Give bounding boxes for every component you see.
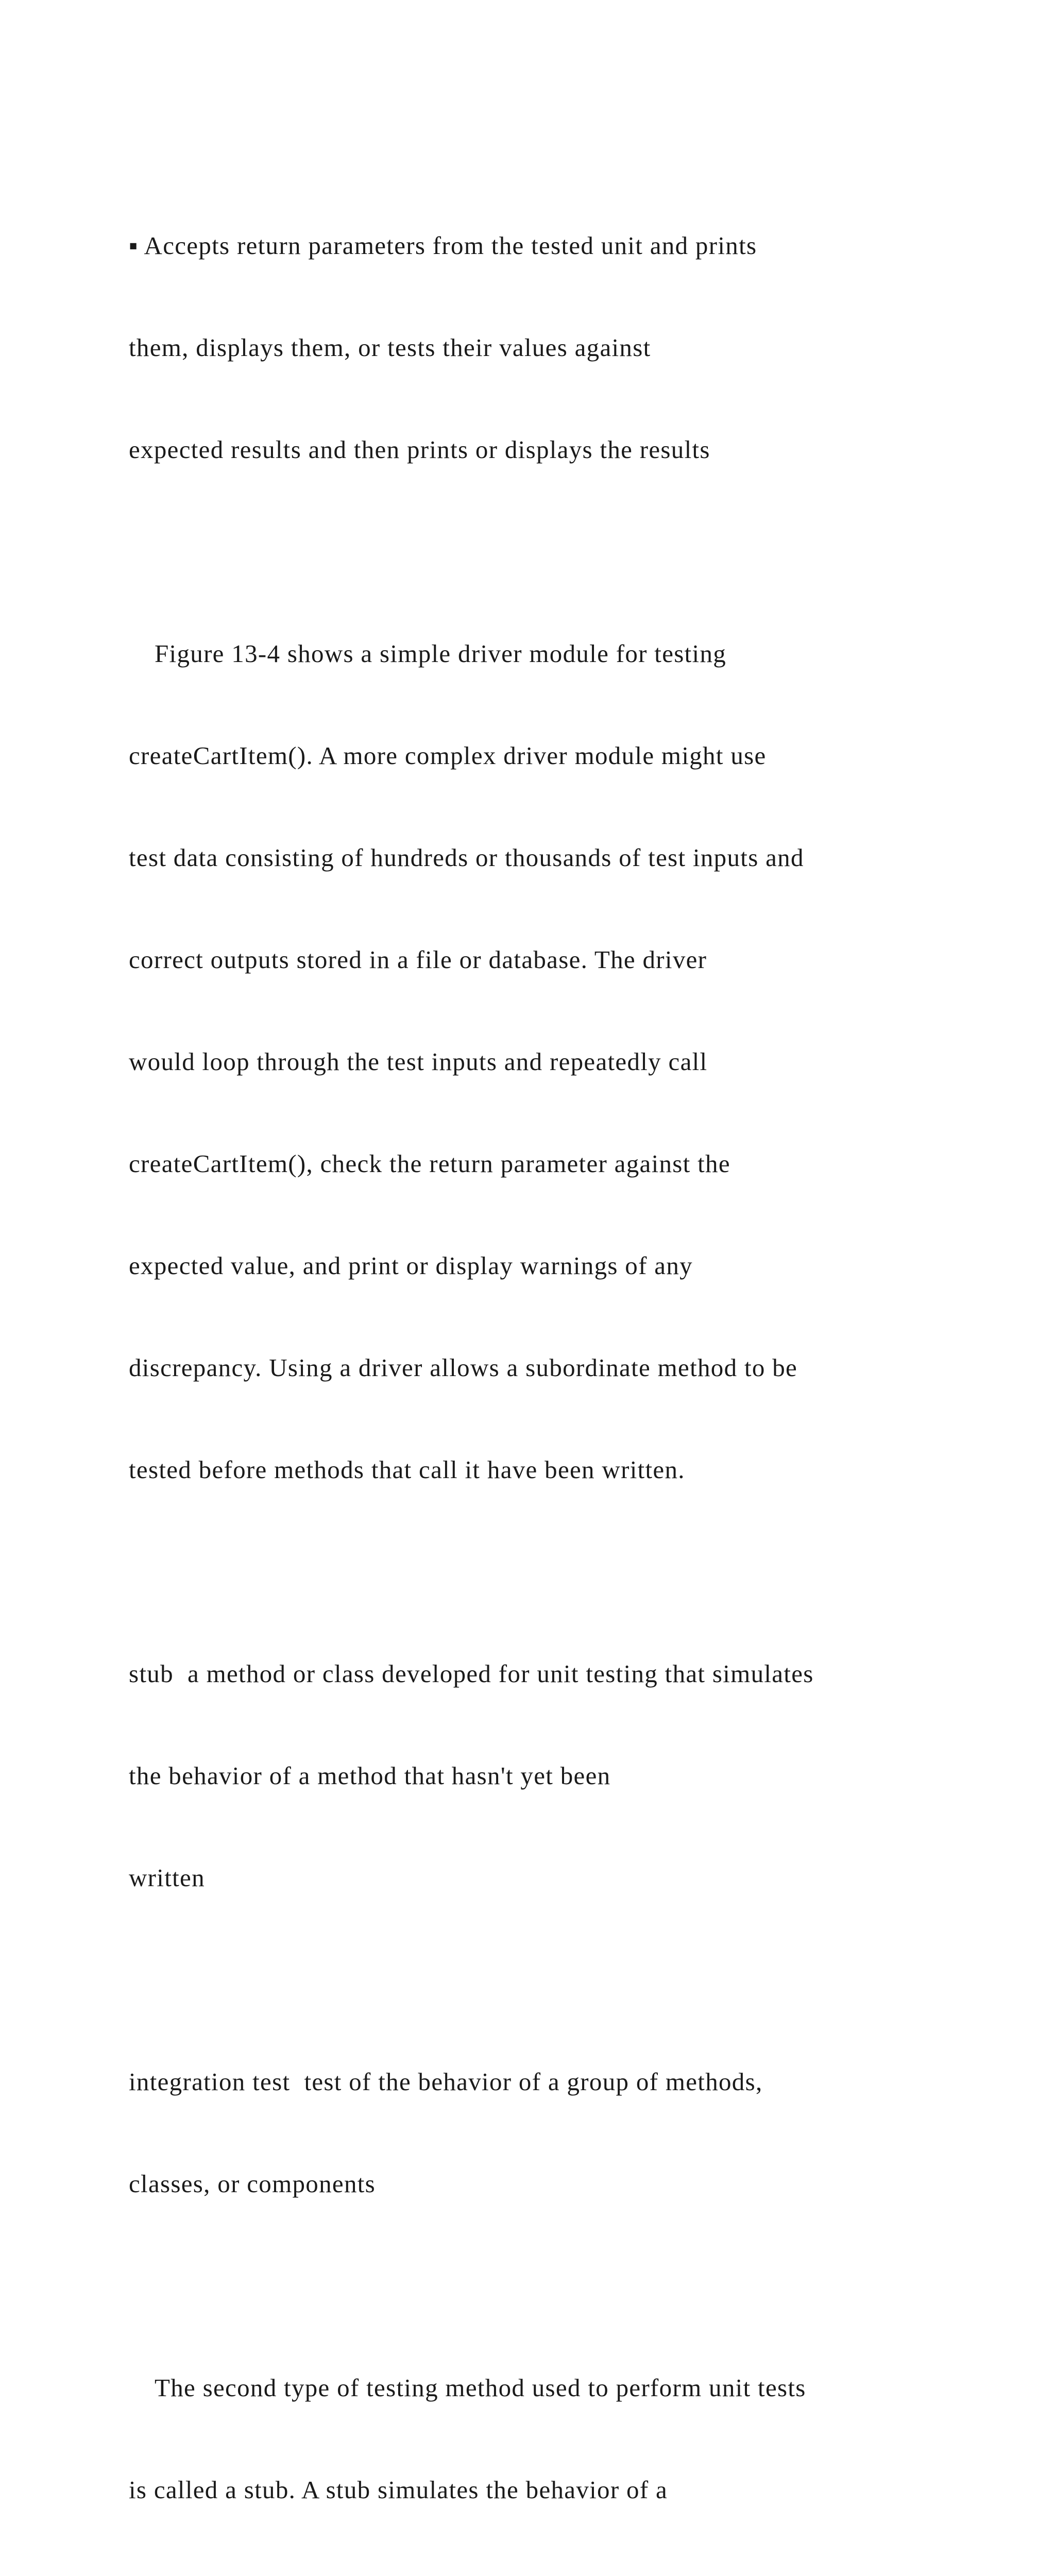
- text-line: [129, 2575, 1035, 2576]
- text-line: expected value, and print or display warnings of any: [129, 1251, 693, 1280]
- text-line: The second type of testing method used to perform unit tests: [155, 2374, 806, 2402]
- text-line: classes, or components: [129, 2170, 376, 2198]
- text-line: expected results and then prints or displays the results: [129, 435, 710, 464]
- text-line: createCartItem(), check the return parameter against the: [129, 1149, 730, 1178]
- text-line: discrepancy. Using a driver allows a subordinate method to be: [129, 1353, 798, 1382]
- text-line: correct outputs stored in a file or database. The driver: [129, 945, 707, 974]
- stub-paragraph: [129, 2303, 1035, 2576]
- text-line: integration test test of the behavior of a group of methods,: [129, 2067, 763, 2096]
- text-line: is called a stub. A stub simulates the behavior of a: [129, 2476, 668, 2504]
- integration-test-definition: [129, 1997, 1035, 2269]
- text-line: Figure 13-4 shows a simple driver module for testing: [155, 639, 727, 668]
- bullet-paragraph: [129, 161, 1035, 535]
- text-line: stub a method or class developed for unit testing that simulates: [129, 1659, 814, 1688]
- text-line: tested before methods that call it have been written.: [129, 1455, 685, 1484]
- document-text: [129, 161, 1035, 2576]
- text-line: ▪ Accepts return parameters from the tested unit and prints: [129, 231, 757, 260]
- text-line: test data consisting of hundreds or thousands of test inputs and: [129, 843, 804, 872]
- text-line: the behavior of a method that hasn't yet been: [129, 1761, 611, 1790]
- driver-paragraph: [129, 569, 1035, 1555]
- text-line: would loop through the test inputs and repeatedly call: [129, 1047, 708, 1076]
- text-line: createCartItem(). A more complex driver module might use: [129, 741, 767, 770]
- text-line: written: [129, 1863, 205, 1892]
- text-line: them, displays them, or tests their values against: [129, 333, 651, 362]
- stub-definition: [129, 1589, 1035, 1963]
